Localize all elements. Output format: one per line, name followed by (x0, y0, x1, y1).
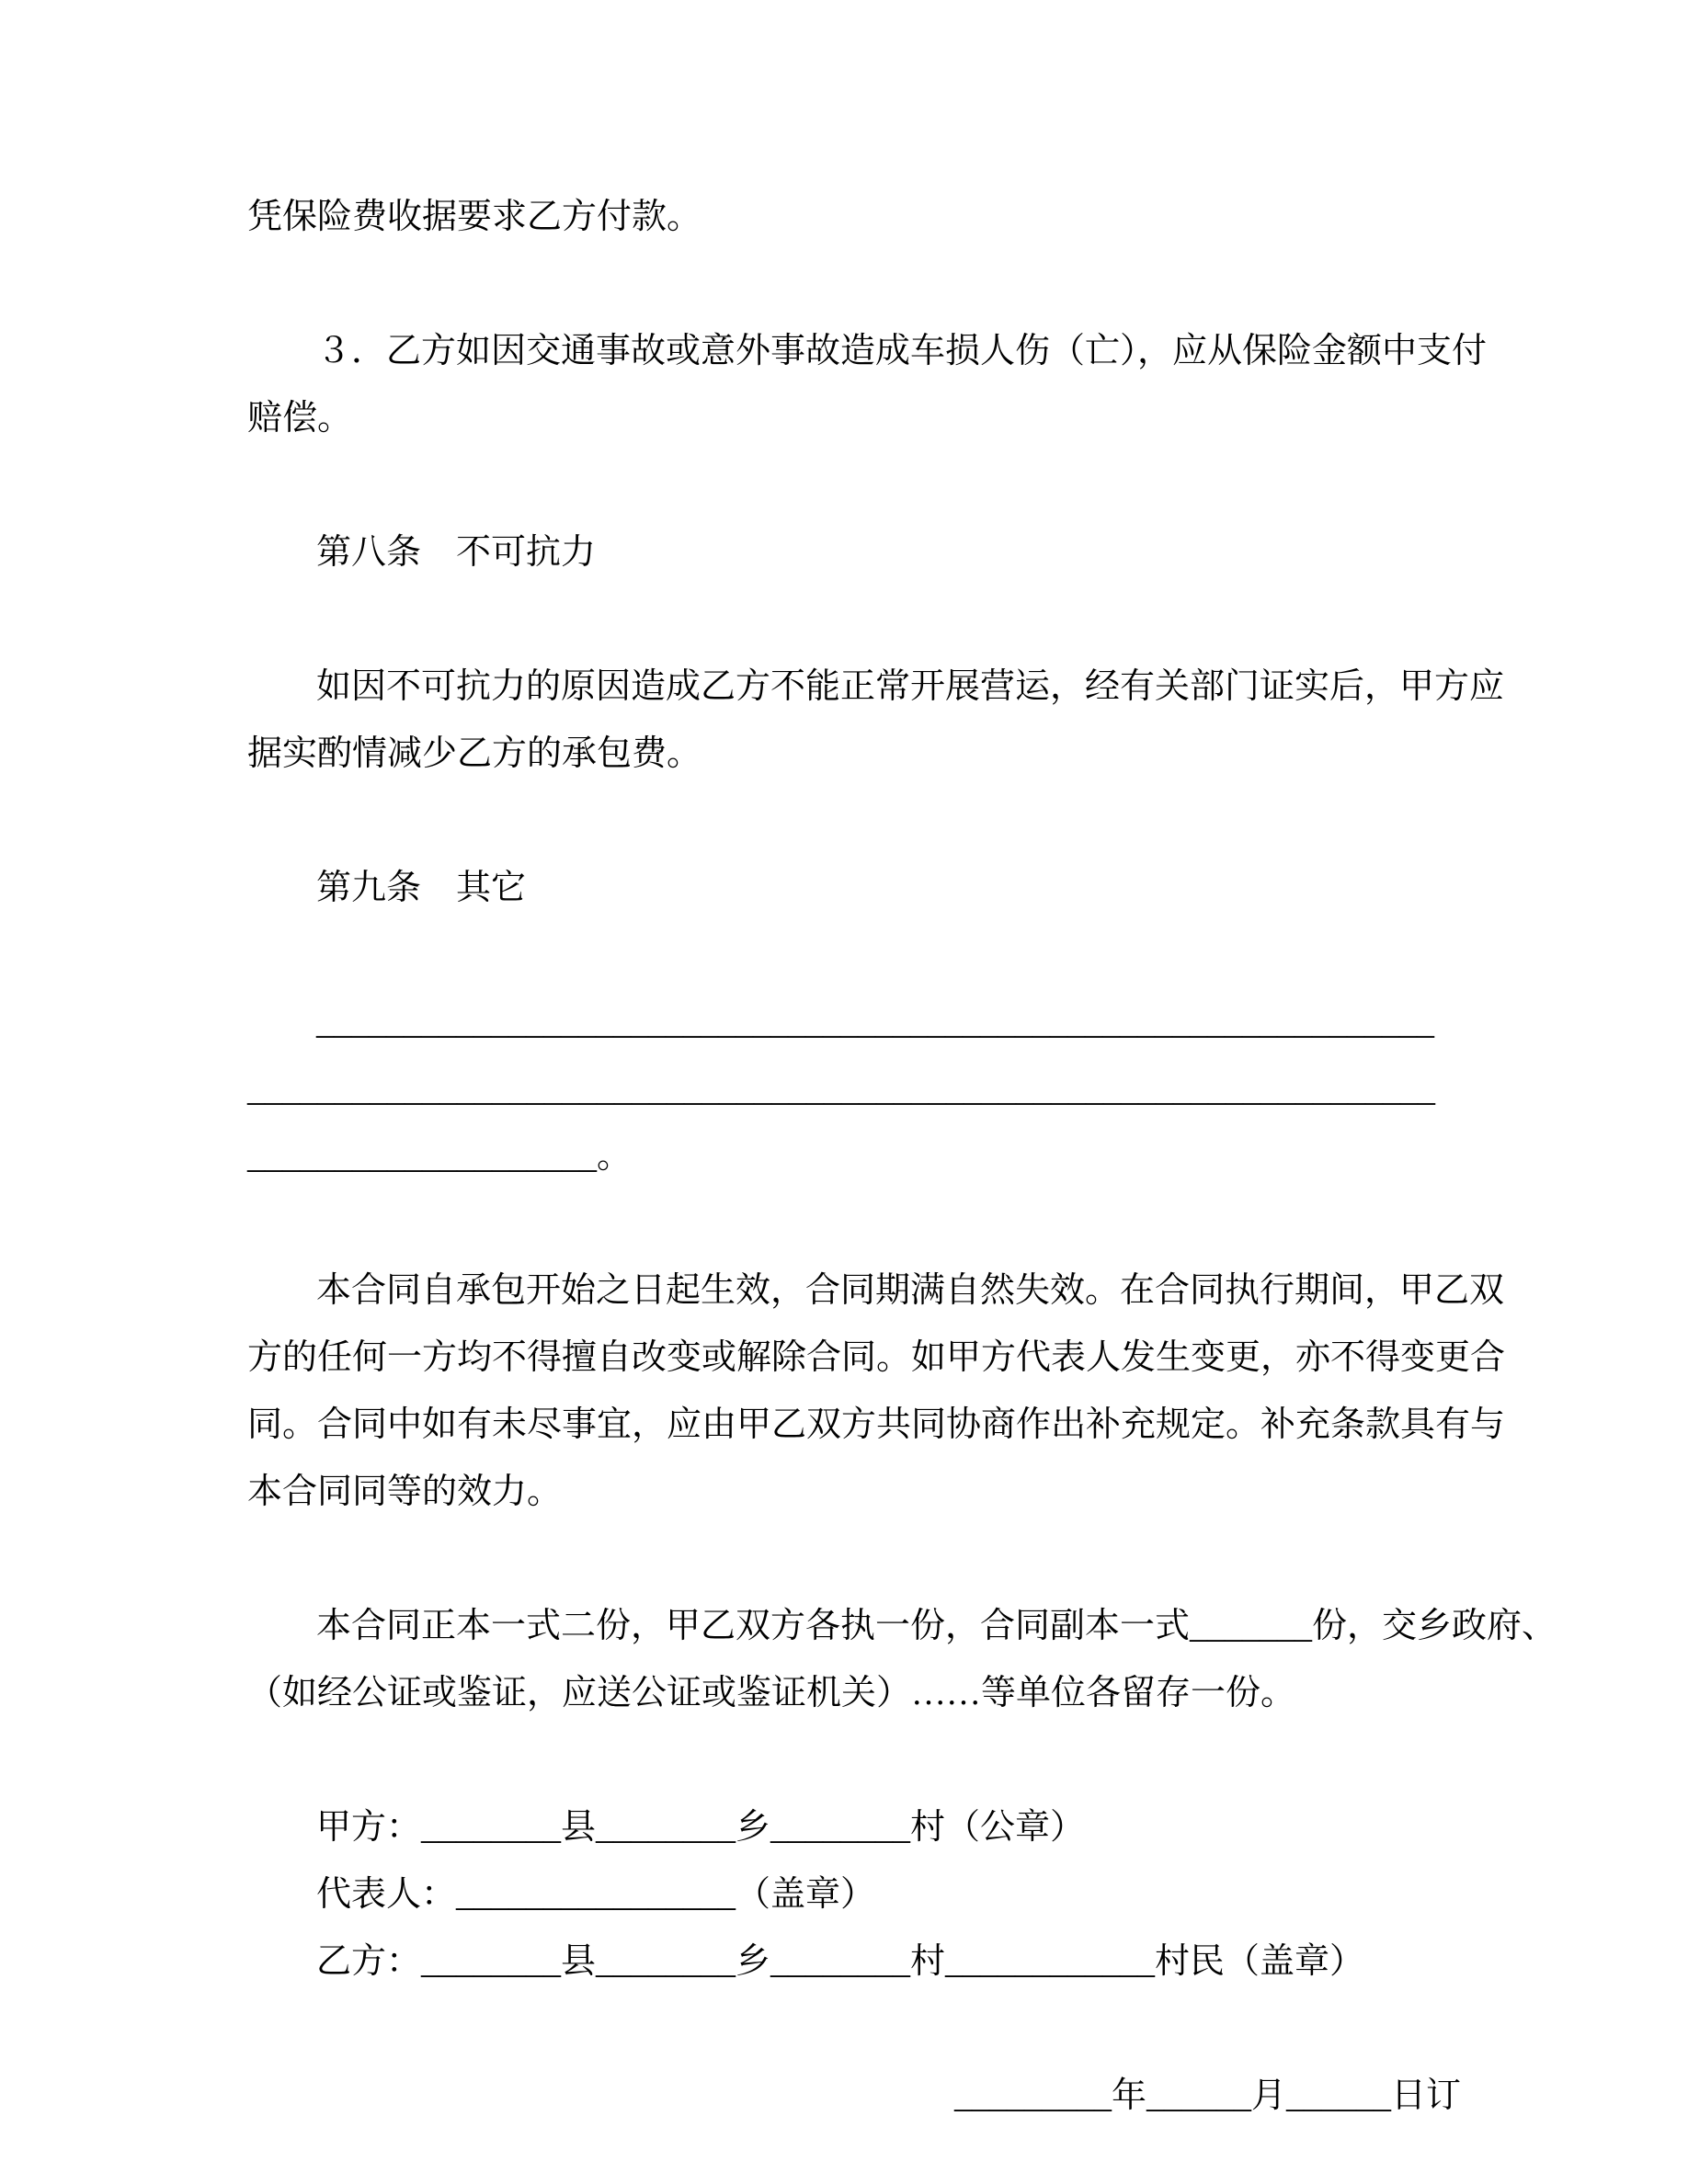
clause-9-blank-line-3: ____________________。 (247, 1137, 633, 1176)
copies-paragraph-line-1: 本合同正本一式二份，甲乙双方各执一份，合同副本一式_______份，交乡政府、 (316, 1607, 1557, 1645)
clause-9-blank-line-2: ____________________________________________________________________ (247, 1070, 1435, 1109)
clause-8-heading: 第八条 不可抗力 (316, 533, 597, 572)
copies-paragraph-line-2: （如经公证或鉴证，应送公证或鉴证机关）……等单位各留存一份。 (247, 1674, 1296, 1712)
document-page (247, 184, 1557, 2130)
clause-7-item-3-line-2: 赔偿。 (247, 399, 353, 438)
date-line: _________年______月______日订 (953, 2076, 1461, 2115)
validity-paragraph-line-1: 本合同自承包开始之日起生效，合同期满自然失效。在合同执行期间，甲乙双 (316, 1271, 1505, 1310)
clause-9-blank-line-1: ________________________________________________________________ (316, 1003, 1434, 1041)
clause-7-item-3-line-1: ３．乙方如因交通事故或意外事故造成车损人伤（亡），应从保险金额中支付 (316, 332, 1488, 370)
validity-paragraph-line-4: 本合同同等的效力。 (247, 1473, 563, 1511)
clause-8-body-line-2: 据实酌情减少乙方的承包费。 (247, 734, 702, 773)
validity-paragraph-line-3: 同。合同中如有未尽事宜，应由甲乙双方共同协商作出补充规定。补充条款具有与 (247, 1405, 1506, 1444)
representative-signature-line: 代表人：________________（盖章） (316, 1875, 876, 1914)
paragraph-insurance-payment: 凭保险费收据要求乙方付款。 (247, 198, 702, 236)
party-b-signature-line: 乙方：________县________乡________村____________村民（盖章） (316, 1942, 1365, 1981)
clause-8-body-line-1: 如因不可抗力的原因造成乙方不能正常开展营运，经有关部门证实后，甲方应 (316, 667, 1505, 706)
validity-paragraph-line-2: 方的任何一方均不得擅自改变或解除合同。如甲方代表人发生变更，亦不得变更合 (247, 1338, 1506, 1377)
clause-9-heading: 第九条 其它 (316, 869, 527, 907)
party-a-signature-line: 甲方：________县________乡________村（公章） (316, 1808, 1086, 1847)
